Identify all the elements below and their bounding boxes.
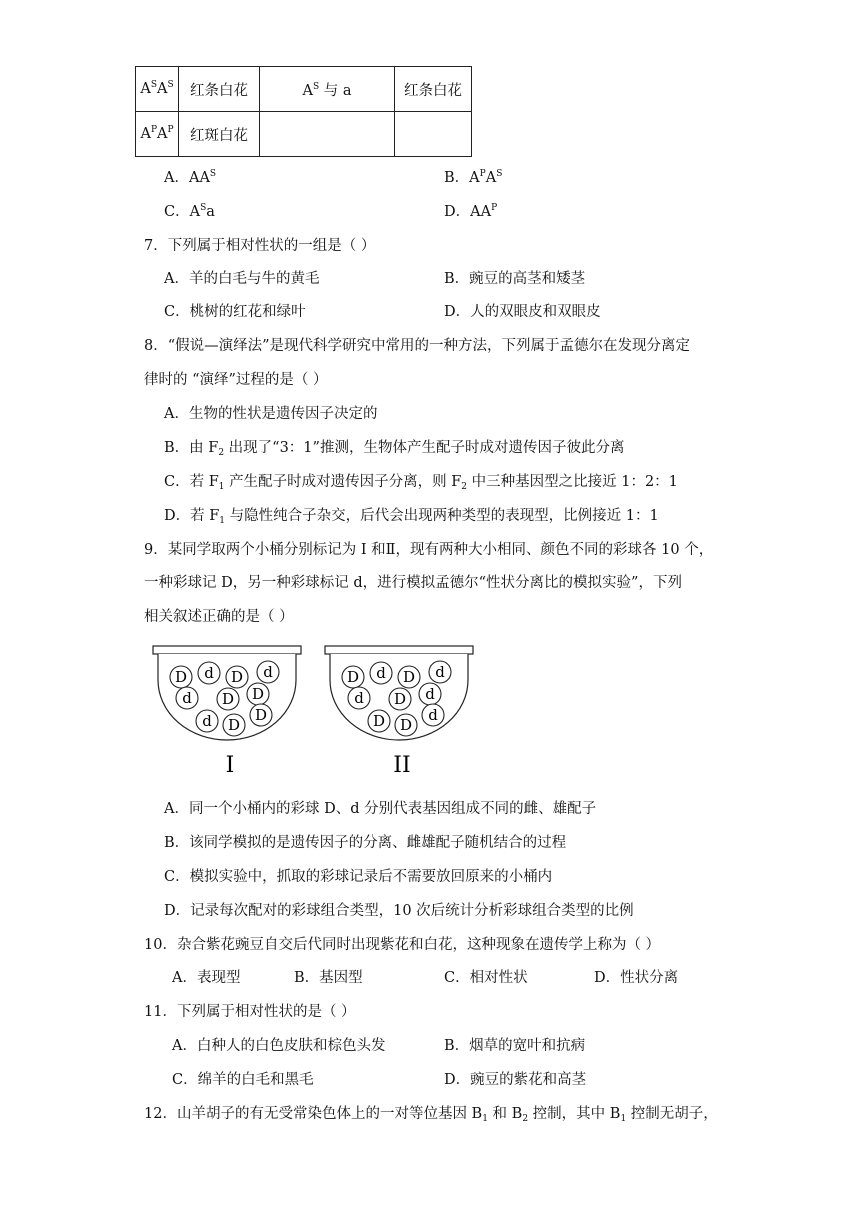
ball-label: D bbox=[346, 668, 360, 686]
q10-option-a[interactable]: A．表现型 bbox=[172, 970, 241, 986]
ball-label: d bbox=[376, 664, 386, 682]
q8-option-c[interactable]: C．若 $F_1$ 产生配子时成对遗传因子分离，则 $F_2$ 中三种基因型之比接近 1：2：1 bbox=[164, 474, 678, 492]
result-cell: 红条白花 bbox=[395, 67, 472, 112]
ball-label: D bbox=[227, 716, 241, 734]
ball-label: d bbox=[435, 663, 445, 681]
q9-stem-line2: 一种彩球记 D，另一种彩球标记 d，进行模拟孟德尔“性状分离比的模拟实验”，下列 bbox=[144, 575, 682, 591]
phenotype-cell: 红斑白花 bbox=[179, 112, 260, 157]
q11-option-a[interactable]: A．白种人的白色皮肤和棕色头发 bbox=[172, 1038, 386, 1054]
q6-option-c[interactable]: C．$A^Sa$ bbox=[164, 203, 215, 220]
q9-stem-line3: 相关叙述正确的是（ ） bbox=[144, 609, 294, 625]
ball-label: D bbox=[174, 668, 188, 686]
q9-option-a[interactable]: A．同一个小桶内的彩球 D、d 分别代表基因组成不同的雌、雄配子 bbox=[164, 801, 597, 817]
table-row bbox=[136, 67, 472, 112]
q12-stem: 12．山羊胡子的有无受常染色体上的一对等位基因 $B_1$ 和 $B_2$ 控制，其中 $B_1$ 控制无胡子， bbox=[144, 1106, 718, 1124]
ball-label: D bbox=[251, 685, 265, 703]
ball-label: D bbox=[221, 690, 235, 708]
table-row bbox=[136, 112, 472, 157]
result-cell bbox=[395, 112, 472, 157]
ball-label: d bbox=[263, 663, 273, 681]
q11-stem: 11．下列属于相对性状的是（ ） bbox=[144, 1004, 356, 1020]
q8-option-d[interactable]: D．若 $F_1$ 与隐性纯合子杂交，后代会出现两种类型的表现型，比例接近 1：1 bbox=[164, 508, 659, 526]
ball-label: d bbox=[354, 689, 364, 707]
q8-stem-line2: 律时的 “演绎”过程的是（ ） bbox=[144, 372, 328, 388]
genotype-cell: $A^PA^P$ bbox=[136, 112, 179, 157]
q11-option-b[interactable]: B．烟草的宽叶和抗病 bbox=[444, 1038, 586, 1054]
q10-option-c[interactable]: C．相对性状 bbox=[444, 970, 528, 986]
ball-label: d bbox=[428, 706, 438, 724]
bucket-1 bbox=[153, 646, 301, 778]
ball-label: D bbox=[402, 668, 416, 686]
ball-label: D bbox=[393, 690, 407, 708]
phenotype-cell: 红条白花 bbox=[179, 67, 260, 112]
q8-option-a[interactable]: A．生物的性状是遗传因子决定的 bbox=[164, 406, 378, 422]
ball-label: D bbox=[230, 668, 244, 686]
genotype-cell: $A^SA^S$ bbox=[136, 67, 179, 112]
bucket-1-label: I bbox=[225, 753, 235, 778]
ball-label: d bbox=[202, 712, 212, 730]
q6-option-a[interactable]: A．$AA^S$ bbox=[164, 169, 217, 186]
q7-option-c[interactable]: C．桃树的红花和绿叶 bbox=[164, 304, 306, 320]
q7-option-b[interactable]: B．豌豆的高茎和矮茎 bbox=[444, 271, 586, 287]
q6-option-b[interactable]: B．$A^PA^S$ bbox=[444, 169, 503, 186]
q11-option-c[interactable]: C．绵羊的白毛和黑毛 bbox=[172, 1072, 314, 1088]
q7-option-a[interactable]: A．羊的白毛与牛的黄毛 bbox=[164, 271, 320, 287]
bucket-2-label: II bbox=[393, 753, 411, 778]
q9-option-b[interactable]: B．该同学模拟的是遗传因子的分离、雌雄配子随机结合的过程 bbox=[164, 835, 567, 851]
genotype-table bbox=[135, 66, 472, 157]
ball-label: D bbox=[254, 706, 268, 724]
cross-cell: $A^S$ 与 a bbox=[260, 67, 395, 112]
q11-option-d[interactable]: D．豌豆的紫花和高茎 bbox=[444, 1072, 587, 1088]
ball-label: D bbox=[372, 712, 386, 730]
ball-label: d bbox=[425, 685, 435, 703]
q10-option-b[interactable]: B．基因型 bbox=[294, 970, 363, 986]
ball-label: d bbox=[182, 689, 192, 707]
q10-stem: 10．杂合紫花豌豆自交后代同时出现紫花和白花，这种现象在遗传学上称为（ ） bbox=[144, 937, 661, 953]
ball-label: d bbox=[204, 664, 214, 682]
q8-option-b[interactable]: B．由 $F_2$ 出现了“3：1”推测，生物体产生配子时成对遗传因子彼此分离 bbox=[164, 440, 625, 458]
ball-label: D bbox=[399, 716, 413, 734]
bucket-2 bbox=[325, 646, 473, 778]
q6-option-d[interactable]: D．$AA^P$ bbox=[444, 203, 498, 220]
q8-stem-line1: 8．“假说—演绎法”是现代科学研究中常用的一种方法，下列属于孟德尔在发现分离定 bbox=[144, 338, 691, 354]
q9-option-c[interactable]: C．模拟实验中，抓取的彩球记录后不需要放回原来的小桶内 bbox=[164, 869, 553, 885]
cross-cell bbox=[260, 112, 395, 157]
q10-option-d[interactable]: D．性状分离 bbox=[594, 970, 679, 986]
q9-option-d[interactable]: D．记录每次配对的彩球组合类型，10 次后统计分析彩球组合类型的比例 bbox=[164, 903, 634, 919]
q7-option-d[interactable]: D．人的双眼皮和双眼皮 bbox=[444, 304, 601, 320]
q9-stem-line1: 9．某同学取两个小桶分别标记为 I 和Ⅱ，现有两种大小相同、颜色不同的彩球各 10 个， bbox=[144, 542, 714, 558]
q7-stem: 7．下列属于相对性状的一组是（ ） bbox=[144, 238, 376, 254]
bucket-figure bbox=[140, 640, 500, 780]
